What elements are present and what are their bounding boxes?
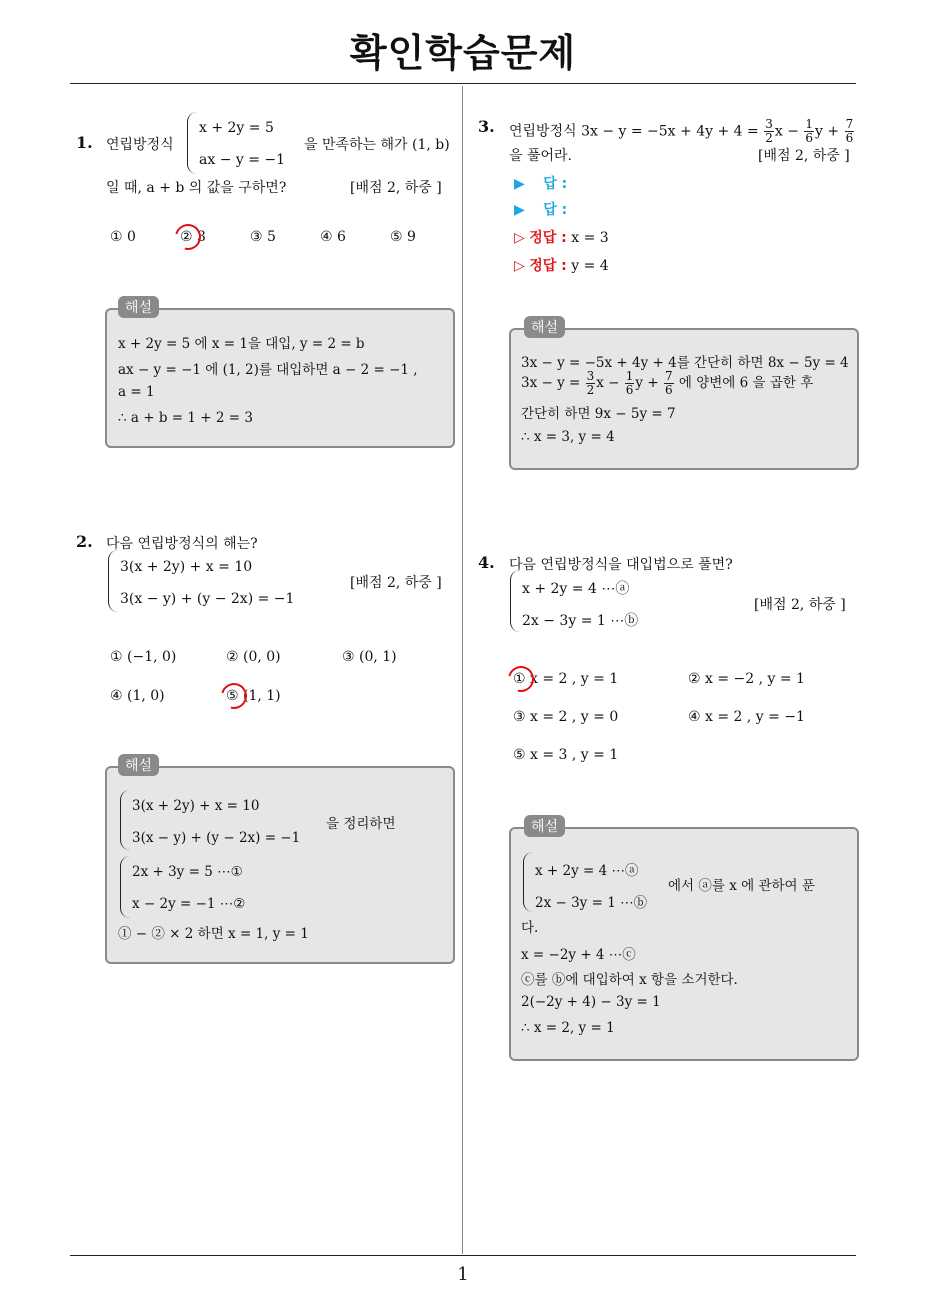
question-text: 연립방정식 [106, 137, 174, 153]
answer-circle-mark [216, 678, 252, 714]
denominator: 6 [664, 383, 673, 397]
equation: 2x − 3y = 1 ⋯ⓑ [535, 895, 648, 911]
choice-2[interactable]: ② x = −2 , y = 1 [688, 671, 805, 687]
equation: x + 2y = 5 [199, 120, 274, 136]
denominator: 2 [586, 383, 595, 397]
solution-line: 2(−2y + 4) − 3y = 1 [521, 994, 661, 1010]
brace [510, 570, 521, 632]
correct-label: 정답 : [529, 230, 567, 246]
question-number: 3. [478, 117, 495, 136]
solution-line: ∴ a + b = 1 + 2 = 3 [118, 410, 253, 426]
equation: 3(x + 2y) + x = 10 [120, 559, 253, 575]
equation-system [108, 550, 308, 612]
question-text: 다음 연립방정식의 해는? [106, 536, 258, 552]
solution-tag: 해설 [524, 316, 565, 338]
fraction [625, 370, 635, 397]
correct-value: x = 3 [571, 230, 609, 246]
solution-line: 에서 ⓐ를 x 에 관하여 푼 [668, 878, 815, 894]
denominator: 6 [625, 383, 634, 397]
answer-label: 답 : [543, 202, 568, 218]
question-number: 2. [76, 532, 93, 551]
triangle-outline-icon: ▷ [514, 258, 525, 274]
play-icon: ▶ [514, 176, 525, 192]
equation: 2x + 3y = 5 ⋯① [132, 864, 243, 880]
fraction [845, 118, 855, 145]
equation-text: y + [815, 123, 840, 140]
equation-text: 연립방정식 3x − y = −5x + 4y + 4 = [509, 123, 759, 140]
equation-text: x − [596, 375, 620, 391]
choice-2[interactable]: ② 3 [180, 229, 206, 245]
equation: x − 2y = −1 ⋯② [132, 896, 246, 912]
choice-1[interactable]: ① (−1, 0) [110, 649, 177, 665]
equation-text: 3x − y = [521, 375, 581, 391]
solution-tag: 해설 [118, 296, 159, 318]
numerator: 3 [765, 117, 773, 131]
brace [187, 112, 198, 174]
solution-line: 을 정리하면 [326, 816, 396, 832]
equation: 3(x + 2y) + x = 10 [132, 798, 260, 814]
solution-line: x + 2y = 5 에 x = 1을 대입, y = 2 = b [118, 336, 365, 352]
correct-answer-row [514, 255, 609, 275]
solution-line: ax − y = −1 에 (1, 2)를 대입하면 a − 2 = −1 , [118, 362, 418, 378]
question-number: 4. [478, 553, 495, 572]
equation-text: x − [774, 123, 799, 140]
equation-text: 에 양변에 6 을 곱한 후 [678, 375, 814, 391]
solution-tag: 해설 [118, 754, 159, 776]
question-text [509, 118, 855, 145]
equation-system [523, 852, 683, 912]
play-icon: ▶ [514, 202, 525, 218]
equation-system [120, 790, 320, 850]
answer-circle-mark [170, 219, 206, 255]
top-rule [70, 83, 856, 84]
equation-system [510, 570, 670, 632]
question-text: 을 만족하는 해가 (1, b) [304, 137, 450, 153]
brace [120, 856, 131, 918]
equation: x + 2y = 4 ⋯ⓐ [535, 863, 639, 879]
equation-system [187, 112, 297, 174]
solution-line: ① − ② × 2 하면 x = 1, y = 1 [118, 926, 309, 942]
fraction [586, 370, 596, 397]
choice-5[interactable]: ⑤ x = 3 , y = 1 [513, 747, 619, 763]
choice-1[interactable]: ① x = 2 , y = 1 [513, 671, 619, 687]
column-divider [462, 86, 463, 1254]
solution-line: 다. [521, 920, 539, 936]
brace [523, 852, 534, 912]
choice-2[interactable]: ② (0, 0) [226, 649, 281, 665]
fraction [764, 118, 774, 145]
solution-line: ∴ x = 2, y = 1 [521, 1020, 615, 1036]
solution-line: 간단히 하면 9x − 5y = 7 [521, 406, 676, 422]
numerator: 3 [586, 369, 595, 383]
page-number: 1 [457, 1264, 469, 1285]
numerator: 1 [625, 369, 634, 383]
triangle-outline-icon: ▷ [514, 230, 525, 246]
correct-label: 정답 : [529, 258, 567, 274]
page-title: 확인학습문제 [349, 31, 577, 75]
solution-line: ∴ x = 3, y = 4 [521, 429, 615, 445]
answer-label: 답 : [543, 176, 568, 192]
fraction [664, 370, 674, 397]
solution-line: a = 1 [118, 384, 155, 400]
solution-tag: 해설 [524, 815, 565, 837]
answer-circle-mark [503, 661, 539, 697]
choice-5[interactable]: ⑤ 9 [390, 229, 416, 245]
equation-system [120, 856, 280, 918]
choice-4[interactable]: ④ 6 [320, 229, 346, 245]
solution-line: x = −2y + 4 ⋯ⓒ [521, 947, 636, 963]
bottom-rule [70, 1255, 856, 1256]
points-label: [배점 2, 하중 ] [754, 597, 846, 613]
brace [120, 790, 131, 850]
correct-value: y = 4 [571, 258, 609, 274]
solution-box [105, 308, 455, 448]
question-text: 일 때, a + b 의 값을 구하면? [106, 180, 287, 196]
answer-row [514, 173, 567, 193]
equation: 3(x − y) + (y − 2x) = −1 [120, 591, 295, 607]
numerator: 7 [664, 369, 673, 383]
answer-row [514, 199, 567, 219]
numerator: 7 [845, 117, 854, 131]
equation: 3(x − y) + (y − 2x) = −1 [132, 830, 301, 846]
choice-3[interactable]: ③ (0, 1) [342, 649, 397, 665]
choice-1[interactable]: ① 0 [110, 229, 136, 245]
points-label: [배점 2, 하중 ] [758, 148, 850, 164]
points-label: [배점 2, 하중 ] [350, 180, 442, 196]
solution-line: ⓒ를 ⓑ에 대입하여 x 항을 소거한다. [521, 972, 738, 988]
solution-box [509, 328, 859, 470]
equation: 2x − 3y = 1 ⋯ⓑ [522, 613, 639, 629]
equation-text: y + [635, 375, 659, 391]
points-label: [배점 2, 하중 ] [350, 575, 442, 591]
question-number: 1. [76, 133, 93, 152]
equation: x + 2y = 4 ⋯ⓐ [522, 581, 630, 597]
denominator: 6 [805, 131, 814, 145]
choice-4[interactable]: ④ (1, 0) [110, 688, 165, 704]
numerator: 1 [805, 117, 814, 131]
choice-3[interactable]: ③ 5 [250, 229, 276, 245]
choice-3[interactable]: ③ x = 2 , y = 0 [513, 709, 619, 725]
brace [108, 550, 119, 612]
solution-line: 3x − y = −5x + 4y + 4를 간단히 하면 8x − 5y = 4 [521, 355, 849, 371]
correct-answer-row [514, 227, 609, 247]
choice-4[interactable]: ④ x = 2 , y = −1 [688, 709, 805, 725]
fraction [804, 118, 814, 145]
denominator: 2 [765, 131, 773, 145]
question-text: 다음 연립방정식을 대입법으로 풀면? [509, 557, 733, 573]
choice-5[interactable]: ⑤ (1, 1) [226, 688, 281, 704]
denominator: 6 [845, 131, 854, 145]
solution-line [521, 370, 813, 397]
question-text: 을 풀어라. [509, 148, 572, 164]
equation: ax − y = −1 [199, 152, 286, 168]
